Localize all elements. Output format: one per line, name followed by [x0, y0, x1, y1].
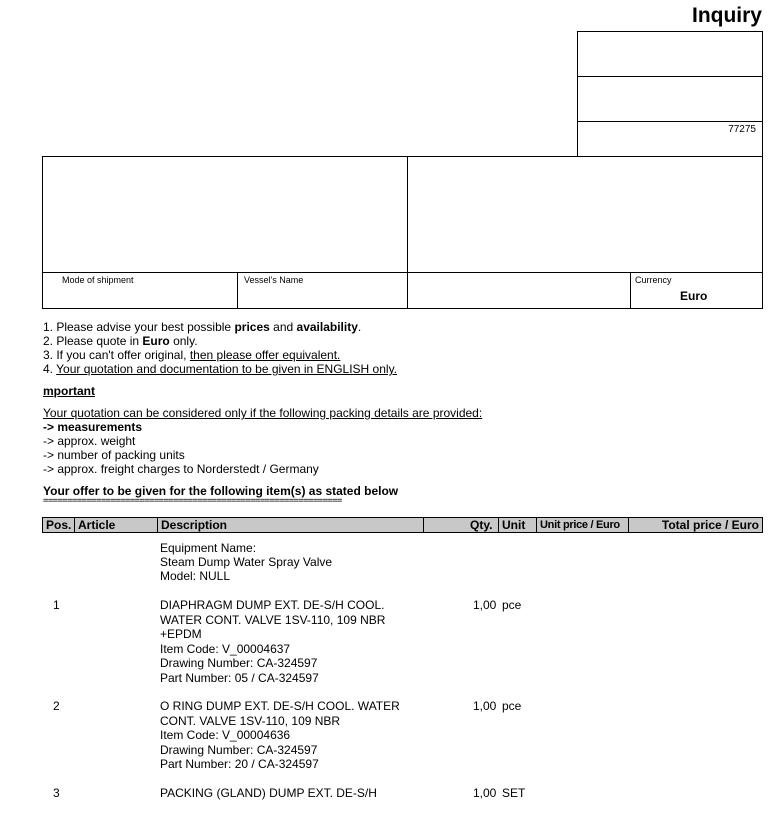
item-unit: pce	[502, 699, 522, 713]
table-header	[42, 517, 763, 533]
item-qty: 1,00	[473, 786, 497, 800]
header-unit-price: Unit price / Euro	[540, 519, 620, 531]
item-desc-line: +EPDM	[160, 627, 202, 641]
vessel-name-label: Vessel's Name	[244, 275, 304, 285]
document-title: Inquiry	[691, 4, 762, 27]
item-code: Item Code: V_00004637	[160, 641, 291, 656]
item-drawing-number: Drawing Number: CA-324597	[160, 742, 318, 757]
packing-detail-measurements: -> measurements	[43, 420, 143, 434]
equipment-name-value: Steam Dump Water Spray Valve	[160, 555, 333, 569]
instruction-3: 3. If you can't offer original, then please offer equivalent.	[43, 348, 341, 362]
offer-rule: ==============================================================	[43, 497, 342, 506]
item-qty: 1,00	[473, 699, 497, 713]
packing-detail-freight: -> approx. freight charges to Norderstedt / Germany	[43, 462, 319, 476]
divider	[157, 518, 158, 532]
address-box-left	[42, 156, 408, 309]
header-pos: Pos.	[46, 518, 72, 532]
mode-of-shipment-label: Mode of shipment	[62, 275, 134, 285]
divider	[43, 272, 407, 273]
offer-heading: Your offer to be given for the following item(s) as stated below	[43, 484, 399, 498]
equipment-model: Model: NULL	[160, 569, 231, 583]
divider	[536, 518, 537, 532]
instruction-4: 4. Your quotation and documentation to be given in ENGLISH only.	[43, 362, 398, 376]
address-box-right	[407, 156, 763, 309]
packing-intro: Your quotation can be considered only if the following packing details are provided:	[43, 406, 483, 420]
inquiry-number: 77275	[728, 124, 756, 135]
item-pos: 1	[53, 598, 60, 612]
header-article: Article	[78, 518, 116, 532]
divider	[423, 518, 424, 532]
divider	[237, 272, 238, 309]
header-total-price: Total price / Euro	[661, 518, 759, 532]
item-unit: pce	[502, 598, 522, 612]
divider	[578, 76, 762, 77]
packing-detail-units: -> number of packing units	[43, 448, 185, 462]
divider	[498, 518, 499, 532]
divider	[74, 518, 75, 532]
item-pos: 2	[53, 699, 60, 713]
item-drawing-number: Drawing Number: CA-324597	[160, 656, 318, 670]
header-unit: Unit	[502, 518, 526, 532]
equipment-name-label: Equipment Name:	[160, 541, 257, 555]
instruction-2: 2. Please quote in Euro only.	[43, 334, 198, 348]
instruction-1: 1. Please advise your best possible prices and availability.	[43, 320, 362, 334]
currency-label: Currency	[635, 275, 672, 285]
important-heading: mportant	[43, 384, 95, 398]
divider	[578, 121, 762, 122]
currency-value: Euro	[680, 289, 708, 303]
packing-detail-weight: -> approx. weight	[43, 434, 136, 448]
item-code: Item Code: V_00004636	[160, 728, 291, 742]
header-description: Description	[161, 518, 228, 532]
item-part-number: Part Number: 20 / CA-324597	[160, 757, 319, 771]
item-desc-line: DIAPHRAGM DUMP EXT. DE-S/H COOL.	[160, 598, 385, 612]
item-desc-line: CONT. VALVE 1SV-110, 109 NBR	[160, 713, 341, 728]
item-desc-line: PACKING (GLAND) DUMP EXT. DE-S/H	[160, 786, 377, 800]
item-desc-line: WATER CONT. VALVE 1SV-110, 109 NBR	[160, 612, 386, 627]
item-qty: 1,00	[473, 598, 497, 612]
item-desc-line: O RING DUMP EXT. DE-S/H COOL. WATER	[160, 699, 400, 713]
reference-box	[577, 31, 763, 157]
item-pos: 3	[53, 786, 60, 800]
item-unit: SET	[502, 786, 526, 800]
divider	[628, 518, 629, 532]
divider	[630, 272, 631, 309]
header-qty: Qty.	[470, 518, 493, 532]
divider	[408, 272, 762, 273]
item-part-number: Part Number: 05 / CA-324597	[160, 670, 319, 685]
